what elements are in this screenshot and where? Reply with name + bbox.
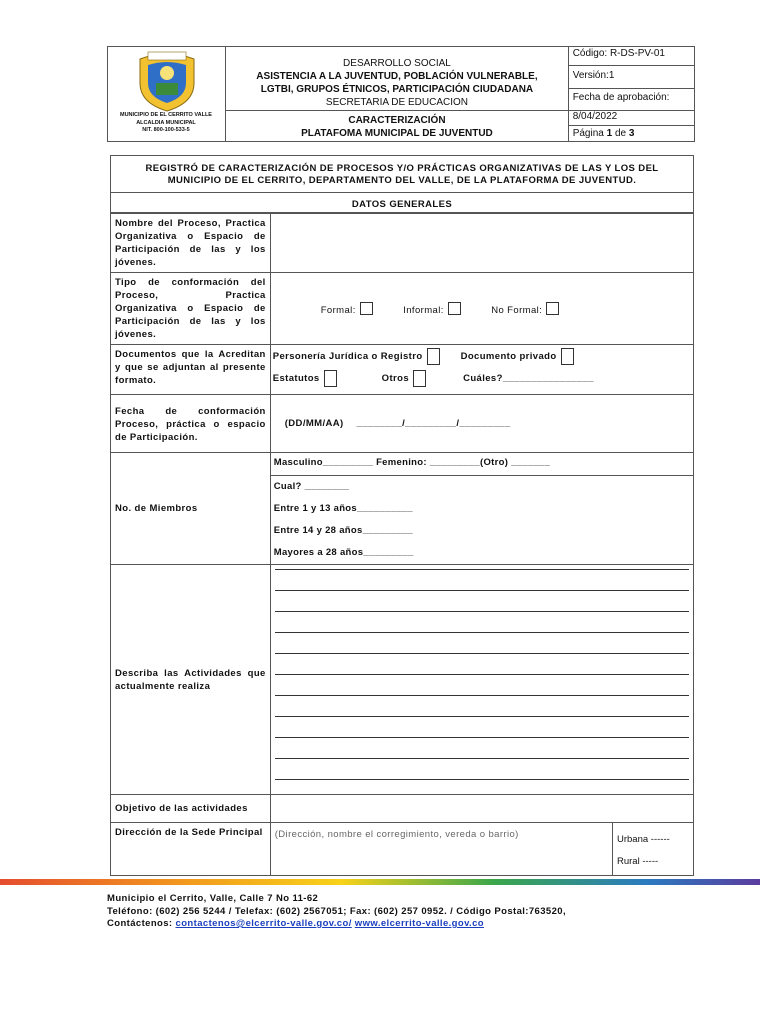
logo-caption xyxy=(107,112,225,135)
miembros-mayores[interactable]: Mayores a 28 años_________ xyxy=(273,547,414,558)
docs-privado-checkbox[interactable] xyxy=(561,348,574,365)
header-meta-cell xyxy=(568,47,694,111)
docs-otros-checkbox[interactable] xyxy=(413,370,426,387)
miembros-fields xyxy=(270,453,693,565)
version-text: Versión:1 xyxy=(569,66,694,89)
tipo-label: Tipo de conformación del Proceso, Practica Organizativa o Espacio de Participación de las y los jóvenes. xyxy=(111,273,271,345)
miembros-1-13[interactable]: Entre 1 y 13 años__________ xyxy=(273,503,413,514)
page-total: 3 xyxy=(628,128,635,139)
fecha-aprobacion-label: Fecha de aprobación: xyxy=(572,92,670,103)
miembros-14-28[interactable]: Entre 14 y 28 años_________ xyxy=(273,525,413,536)
fecha-conformacion-field[interactable] xyxy=(270,395,693,453)
docs-cuales-field[interactable]: Cuáles?________________ xyxy=(463,373,594,385)
header-subtitle-cell xyxy=(226,111,569,142)
footer-website-link[interactable]: www.elcerrito-valle.gov.co xyxy=(354,918,484,929)
actividades-lines[interactable] xyxy=(270,565,693,795)
fecha-blanks: ________/_________/_________ xyxy=(356,418,511,429)
docs-estatutos-label: Estatutos xyxy=(272,373,320,385)
nombre-label: Nombre del Proceso, Practica Organizativa o Espacio de Participación de las y los jóvenes. xyxy=(111,214,271,273)
tipo-formal-label: Formal: xyxy=(320,304,356,316)
header-sub1: CARACTERIZACIÓN xyxy=(348,115,446,126)
docs-privado-label: Documento privado xyxy=(460,351,557,363)
logo-nit: NIT. 800-100-533-5 xyxy=(142,127,190,133)
docs-personeria-label: Personería Jurídica o Registro xyxy=(272,351,423,363)
header-line2: ASISTENCIA A LA JUVENTUD, POBLACIÓN VULNERABLE, xyxy=(256,71,538,82)
tipo-informal-checkbox[interactable] xyxy=(448,302,461,315)
footer-contact xyxy=(107,918,566,931)
tipo-formal-checkbox[interactable] xyxy=(360,302,373,315)
docs-estatutos-checkbox[interactable] xyxy=(324,370,337,387)
docs-otros-label: Otros xyxy=(381,373,410,385)
tipo-noformal-label: No Formal: xyxy=(491,304,543,316)
miembros-genero[interactable]: Masculino_________ Femenino: _________(Otro) _______ xyxy=(271,453,693,476)
page-indicator xyxy=(569,126,694,141)
header-title-cell xyxy=(226,47,569,111)
nombre-input[interactable] xyxy=(270,214,693,273)
header-line4: SECRETARIA DE EDUCACION xyxy=(325,97,468,108)
form-table xyxy=(110,213,694,876)
logo-municipality: MUNICIPIO DE EL CERRITO VALLE xyxy=(120,112,212,118)
footer-phones: Teléfono: (602) 256 5244 / Telefax: (602) 2567051; Fax: (602) 257 0952. / Código Postal:763520, xyxy=(107,905,567,917)
form-title-line2: MUNICIPIO DE EL CERRITO, DEPARTAMENTO DEL VALLE, DE LA PLATAFORMA DE JUVENTUD. xyxy=(167,175,637,186)
header-sub2: PLATAFOMA MUNICIPAL DE JUVENTUD xyxy=(301,128,493,139)
docs-personeria-checkbox[interactable] xyxy=(427,348,440,365)
header-page-cell xyxy=(568,111,694,142)
footer xyxy=(107,893,566,931)
page-prefix: Página xyxy=(572,128,604,139)
miembros-label: No. de Miembros xyxy=(111,453,271,565)
tipo-options xyxy=(270,273,693,345)
tipo-informal-label: Informal: xyxy=(403,304,444,316)
header-line1: DESARROLLO SOCIAL xyxy=(343,58,451,69)
page-number: 1 xyxy=(606,128,613,139)
fecha-aprobacion-value: 8/04/2022 xyxy=(569,111,694,126)
miembros-cual[interactable]: Cual? ________ xyxy=(273,481,350,492)
form-title-line1: REGISTRÓ DE CARACTERIZACIÓN DE PROCESOS Y/O PRÁCTICAS ORGANIZATIVAS DE LAS Y LOS DEL xyxy=(145,163,659,174)
direccion-label: Dirección de la Sede Principal xyxy=(111,823,271,876)
footer-email-link[interactable]: contactenos@elcerrito-valle.gov.co/ xyxy=(175,918,352,929)
tipo-noformal-checkbox[interactable] xyxy=(546,302,559,315)
fecha-conformacion-label: Fecha de conformación Proceso, práctica o espacio de Participación. xyxy=(111,395,271,453)
objetivo-label: Objetivo de las actividades xyxy=(111,795,271,823)
logo-alcaldia: ALCALDIA MUNICIPAL xyxy=(136,119,196,126)
footer-color-bar xyxy=(0,879,760,885)
docs-options xyxy=(270,345,693,395)
form-container xyxy=(110,155,694,876)
header-line3: LGTBI, GRUPOS ÉTNICOS, PARTICIPACIÓN CIUDADANA xyxy=(260,84,534,95)
direccion-hint[interactable]: (Dirección, nombre el corregimiento, vereda o barrio) xyxy=(271,823,613,875)
fecha-format: (DD/MM/AA) xyxy=(284,418,344,429)
urbana-option[interactable]: Urbana ------ xyxy=(617,834,670,845)
footer-contact-label: Contáctenos: xyxy=(107,918,173,929)
page-de: de xyxy=(614,128,627,139)
codigo-text: Código: R-DS-PV-01 xyxy=(569,47,694,66)
actividades-label: Describa las Actividades que actualmente realiza xyxy=(111,565,271,795)
section-datos-generales: DATOS GENERALES xyxy=(110,193,694,213)
form-title xyxy=(110,155,694,193)
docs-label: Documentos que la Acreditan y que se adjuntan al presente formato. xyxy=(111,345,271,395)
rural-option[interactable]: Rural ----- xyxy=(617,856,659,867)
objetivo-input[interactable] xyxy=(270,795,693,823)
footer-address: Municipio el Cerrito, Valle, Calle 7 No 11-62 xyxy=(107,893,319,904)
municipal-shield-logo xyxy=(134,49,200,113)
direccion-field xyxy=(270,823,693,876)
